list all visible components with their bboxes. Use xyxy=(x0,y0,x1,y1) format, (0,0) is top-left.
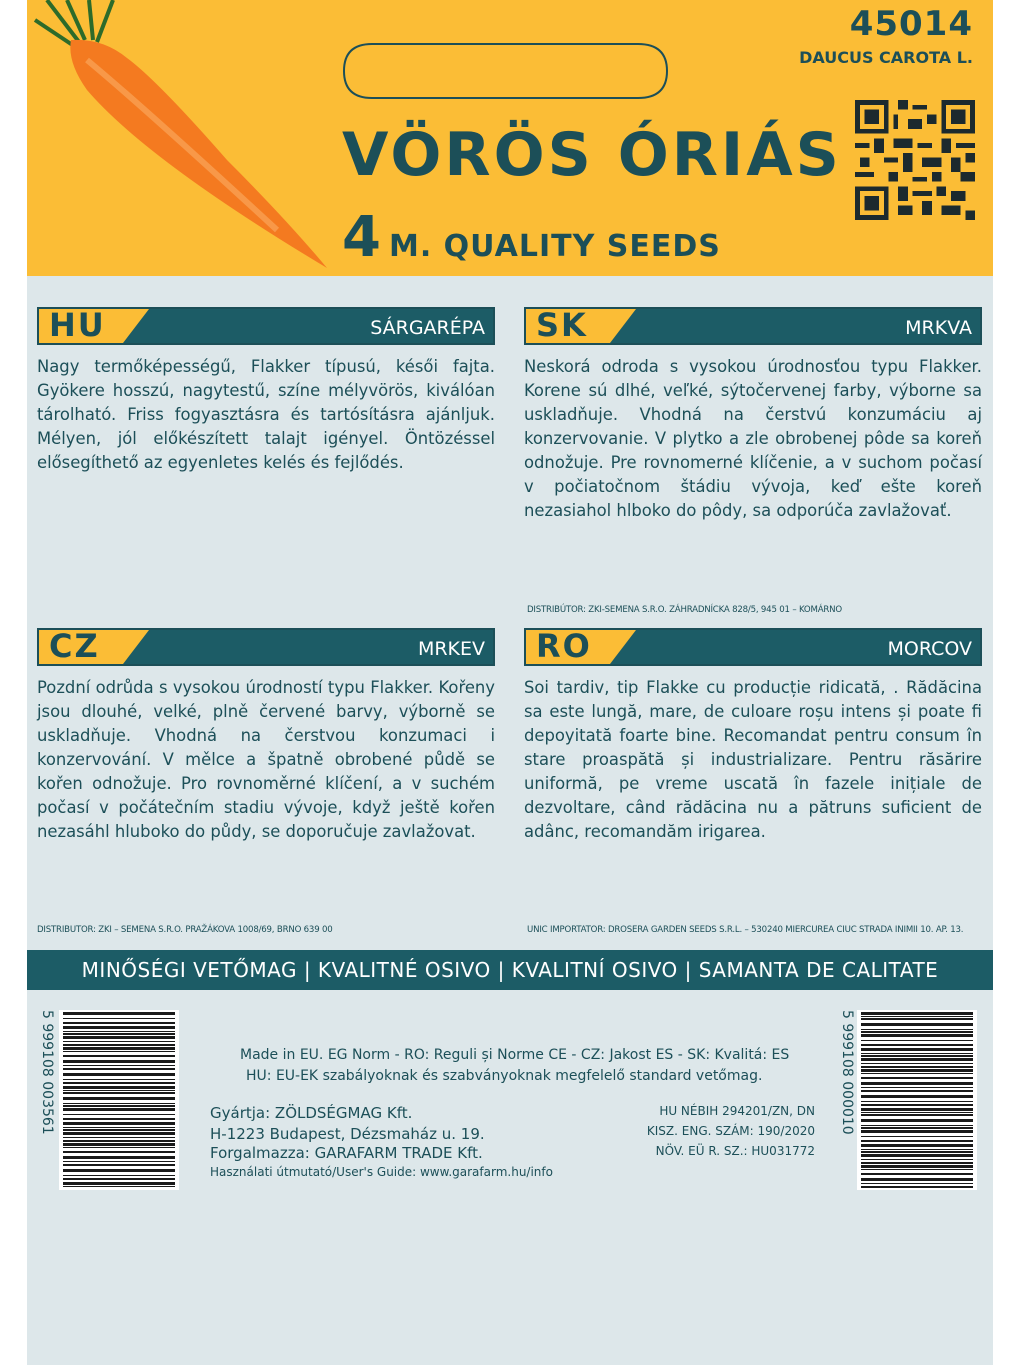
barcode-bar xyxy=(861,1165,973,1168)
barcode-bar xyxy=(861,1178,973,1181)
barcode-bar xyxy=(861,1087,973,1088)
barcode-bar xyxy=(861,1055,973,1057)
barcode-bar xyxy=(63,1182,175,1185)
product-code: 45014 xyxy=(849,4,973,44)
barcode-bar xyxy=(861,1069,973,1072)
barcode-bar xyxy=(63,1068,175,1070)
producer: Gyártja: ZÖLDSÉGMAG Kft. xyxy=(210,1104,413,1122)
barcode-bar xyxy=(63,1132,175,1135)
barcode-bar xyxy=(861,1044,973,1046)
barcode-bar xyxy=(861,1159,973,1160)
section-cz xyxy=(37,628,495,844)
crop-name: MRKVA xyxy=(905,317,972,339)
barcode-bar xyxy=(861,1144,973,1147)
barcode-bar xyxy=(63,1151,175,1153)
barcode-bar xyxy=(63,1082,175,1084)
barcode-bar xyxy=(861,1112,973,1113)
barcode-bar xyxy=(63,1031,175,1032)
barcode-right xyxy=(857,1010,977,1190)
user-guide-link[interactable]: Használati útmutató/User's Guide: www.garafarm.hu/info xyxy=(210,1165,553,1179)
barcode-bar xyxy=(861,1095,973,1098)
section-ro xyxy=(524,628,982,844)
barcode-bar xyxy=(63,1097,175,1100)
barcode-bar xyxy=(861,1127,973,1129)
barcode-bar xyxy=(63,1065,175,1066)
barcode-bar xyxy=(63,1161,175,1162)
barcode-bar xyxy=(63,1175,175,1176)
barcode-bar xyxy=(861,1018,973,1020)
barcode-bar xyxy=(63,1086,175,1089)
standard-line: HU: EU-EK szabályoknak és szabványoknak megfelelő standard vetőmag. xyxy=(246,1068,763,1084)
seed-packet xyxy=(27,0,993,1365)
barcode-bar xyxy=(63,1036,175,1039)
barcode-bar xyxy=(63,1122,175,1125)
section-header xyxy=(37,628,495,666)
crop-name: SÁRGARÉPA xyxy=(370,317,485,339)
barcode-bar xyxy=(63,1090,175,1091)
barcode-bar xyxy=(861,1186,973,1188)
qr-code[interactable] xyxy=(855,100,975,220)
quantity-text: M. QUALITY SEEDS xyxy=(388,229,721,264)
barcode-bar xyxy=(861,1012,973,1015)
barcode-bar xyxy=(861,1149,973,1150)
barcode-bar xyxy=(63,1022,175,1024)
barcode-bar xyxy=(861,1101,973,1102)
barcode-bar xyxy=(63,1018,175,1019)
barcode-bar xyxy=(861,1104,973,1106)
barcode-bar xyxy=(861,1140,973,1142)
barcode-bar xyxy=(63,1137,175,1138)
barcode-bar xyxy=(63,1118,175,1120)
barcode-bar xyxy=(861,1031,973,1033)
language-code: SK xyxy=(536,306,588,344)
section-header xyxy=(524,628,982,666)
barcode-bar xyxy=(63,1012,175,1015)
barcode-bar xyxy=(861,1114,973,1116)
description-text: Soi tardiv, tip Flakke cu producție ridicată, . Rădăcina sa este lungă, mare, de culoare roșu intens și poate fi depoyitată foarte bine. Recomandat pentru consum în stare proaspătă și industrializare. Pentru răsărire uniformă, pe vreme uscată în fazele inițiale de dezvoltare, când rădăcina nu a pătruns suficient de adânc, recomandăm irigarea. xyxy=(524,678,982,841)
barcode-bar xyxy=(63,1156,175,1159)
barcode-bar xyxy=(63,1079,175,1080)
registration-1: HU NÉBIH 294201/ZN, DN xyxy=(659,1104,815,1118)
language-code: CZ xyxy=(49,627,100,665)
quantity xyxy=(342,205,721,270)
distributor-ro: UNIC IMPORTATOR: DROSERA GARDEN SEEDS S.R.L. – 530240 MIERCUREA CIUC STRADA INIMII 10. AP. 13. xyxy=(527,925,964,935)
barcode-bar xyxy=(63,1047,175,1050)
quantity-number: 4 xyxy=(342,205,381,270)
barcode-bar xyxy=(63,1127,175,1128)
barcode-left xyxy=(59,1010,179,1190)
description-text: Nagy termőképességű, Flakker típusú, késői fajta. Gyökere hosszú, nagytestű, színe mélyvörös, kiválóan tárolható. Friss fogyasztásra és tartósításra ajánljuk. Mélyen, jól előkészített talajt igényel. Öntözéssel elősegíthető az egyenletes kelés és fejlődés. xyxy=(37,357,495,472)
barcode-bar xyxy=(861,1034,973,1037)
barcode-bar xyxy=(63,1092,175,1094)
barcode-bar xyxy=(63,1147,175,1148)
barcode-bar xyxy=(861,1058,973,1061)
barcode-bar xyxy=(63,1055,175,1057)
distributor-hu: Forgalmazza: GARAFARM TRADE Kft. xyxy=(210,1144,483,1162)
barcode-bar xyxy=(861,1162,973,1164)
barcode-bar xyxy=(861,1169,973,1170)
barcode-bar xyxy=(861,1077,973,1079)
barcode-bar xyxy=(861,1119,973,1122)
section-header xyxy=(37,307,495,345)
barcode-bar xyxy=(63,1140,175,1142)
barcode-bar xyxy=(861,1023,973,1026)
barcode-bar xyxy=(63,1060,175,1063)
barcode-bar xyxy=(861,1029,973,1030)
crop-name: MRKEV xyxy=(417,638,485,660)
barcode-bar xyxy=(861,1048,973,1051)
barcode-bar xyxy=(63,1114,175,1115)
crop-name: MORCOV xyxy=(887,638,972,660)
distributor-sk: DISTRIBÚTOR: ZKI-SEMENA S.R.O. ZÁHRADNÍCKA 828/5, 945 01 – KOMÁRNO xyxy=(527,605,842,615)
quality-band: MINŐSÉGI VETŐMAG | KVALITNÉ OSIVO | KVALITNÍ OSIVO | SAMANTA DE CALITATE xyxy=(27,950,993,990)
barcode-bar xyxy=(861,1130,973,1133)
barcode-bar xyxy=(861,1040,973,1041)
barcode-bar xyxy=(861,1073,973,1074)
language-code: RO xyxy=(536,627,592,665)
registration-2: KISZ. ENG. SZÁM: 190/2020 xyxy=(646,1124,815,1138)
barcode-bar xyxy=(861,1063,973,1064)
barcode-bar xyxy=(63,1108,175,1111)
description-text: Pozdní odrůda s vysokou úrodností typu Flakker. Kořeny jsou dlouhé, velké, plně červené barvy, výborně se uskladňuje. Vhodná na čerstvou konzumaci i konzervování. V mělce a špatně obrobené půdě se kořen odnožuje. Pro rovnoměrné klíčení, a v suchém počasí v počátečním stadiu vývoje, když ještě kořen nezasáhl hluboko do půdy, se doporučuje zavlažovat. xyxy=(37,678,495,841)
barcode-bar xyxy=(63,1103,175,1104)
section-sk xyxy=(524,307,982,523)
barcode-bar xyxy=(63,1026,175,1029)
header-panel xyxy=(27,0,993,276)
made-in-line: Made in EU. EG Norm - RO: Reguli și Norme CE - CZ: Jakost ES - SK: Kvalitá: ES xyxy=(240,1047,790,1063)
product-title: VÖRÖS ÓRIÁS xyxy=(342,120,842,190)
barcode-bar xyxy=(861,1183,973,1184)
barcode-bar xyxy=(861,1154,973,1157)
barcode-bar xyxy=(63,1073,175,1076)
barcode-bar xyxy=(861,1108,973,1111)
barcode-bar xyxy=(63,1041,175,1042)
distributor-cz: DISTRIBUTOR: ZKI – SEMENA S.R.O. PRAŽÁKOVA 1008/69, BRNO 639 00 xyxy=(37,925,333,935)
barcode-bar xyxy=(63,1178,175,1180)
description-text: Neskorá odroda s vysokou úrodnosťou typu Flakker. Korene sú dlhé, veľké, sýtočervenej farby, výborne sa uskladňuje. Vhodná na čerstvú konzumáciu aj konzervovanie. V plytko a zle obrobenej pôde sa koreň odnožuje. Pre rovnomerné klíčenie, a v suchom počasí v počiatočnom štádiu vývoja, keď ešte koreň nezasiahol hlboko do pôdy, sa odporúča zavlažovať. xyxy=(524,357,982,520)
producer-address: H-1223 Budapest, Dézsmaház u. 19. xyxy=(210,1125,485,1143)
latin-name: DAUCUS CAROTA L. xyxy=(799,48,973,67)
hang-hole xyxy=(342,42,669,100)
barcode-bar xyxy=(861,1173,973,1175)
barcode-bar xyxy=(861,1066,973,1068)
barcode-bar xyxy=(861,1136,973,1137)
language-code: HU xyxy=(49,306,106,344)
barcode-bar xyxy=(63,1143,175,1146)
barcode-bar xyxy=(63,1105,175,1107)
barcode-bar xyxy=(63,1164,175,1166)
barcode-bar xyxy=(63,1169,175,1172)
section-header xyxy=(524,307,982,345)
barcode-bar xyxy=(861,1053,973,1054)
barcode-bar xyxy=(861,1090,973,1092)
barcode-number-left: 5 999108 003561 xyxy=(39,1010,55,1135)
registration-3: NÖV. EÜ R. SZ.: HU031772 xyxy=(655,1144,815,1158)
barcode-bar xyxy=(861,1125,973,1126)
section-hu xyxy=(37,307,495,475)
barcode-bar xyxy=(861,1151,973,1153)
barcode-number-right: 5 999108 000010 xyxy=(839,1010,855,1135)
carrot-image xyxy=(27,0,337,276)
barcode-bar xyxy=(861,1082,973,1085)
barcode-bar xyxy=(63,1033,175,1035)
barcode-bar xyxy=(63,1051,175,1052)
barcode-bar xyxy=(861,1016,973,1017)
barcode-bar xyxy=(63,1129,175,1131)
barcode-bar xyxy=(63,1044,175,1046)
barcode-bar xyxy=(63,1186,175,1187)
